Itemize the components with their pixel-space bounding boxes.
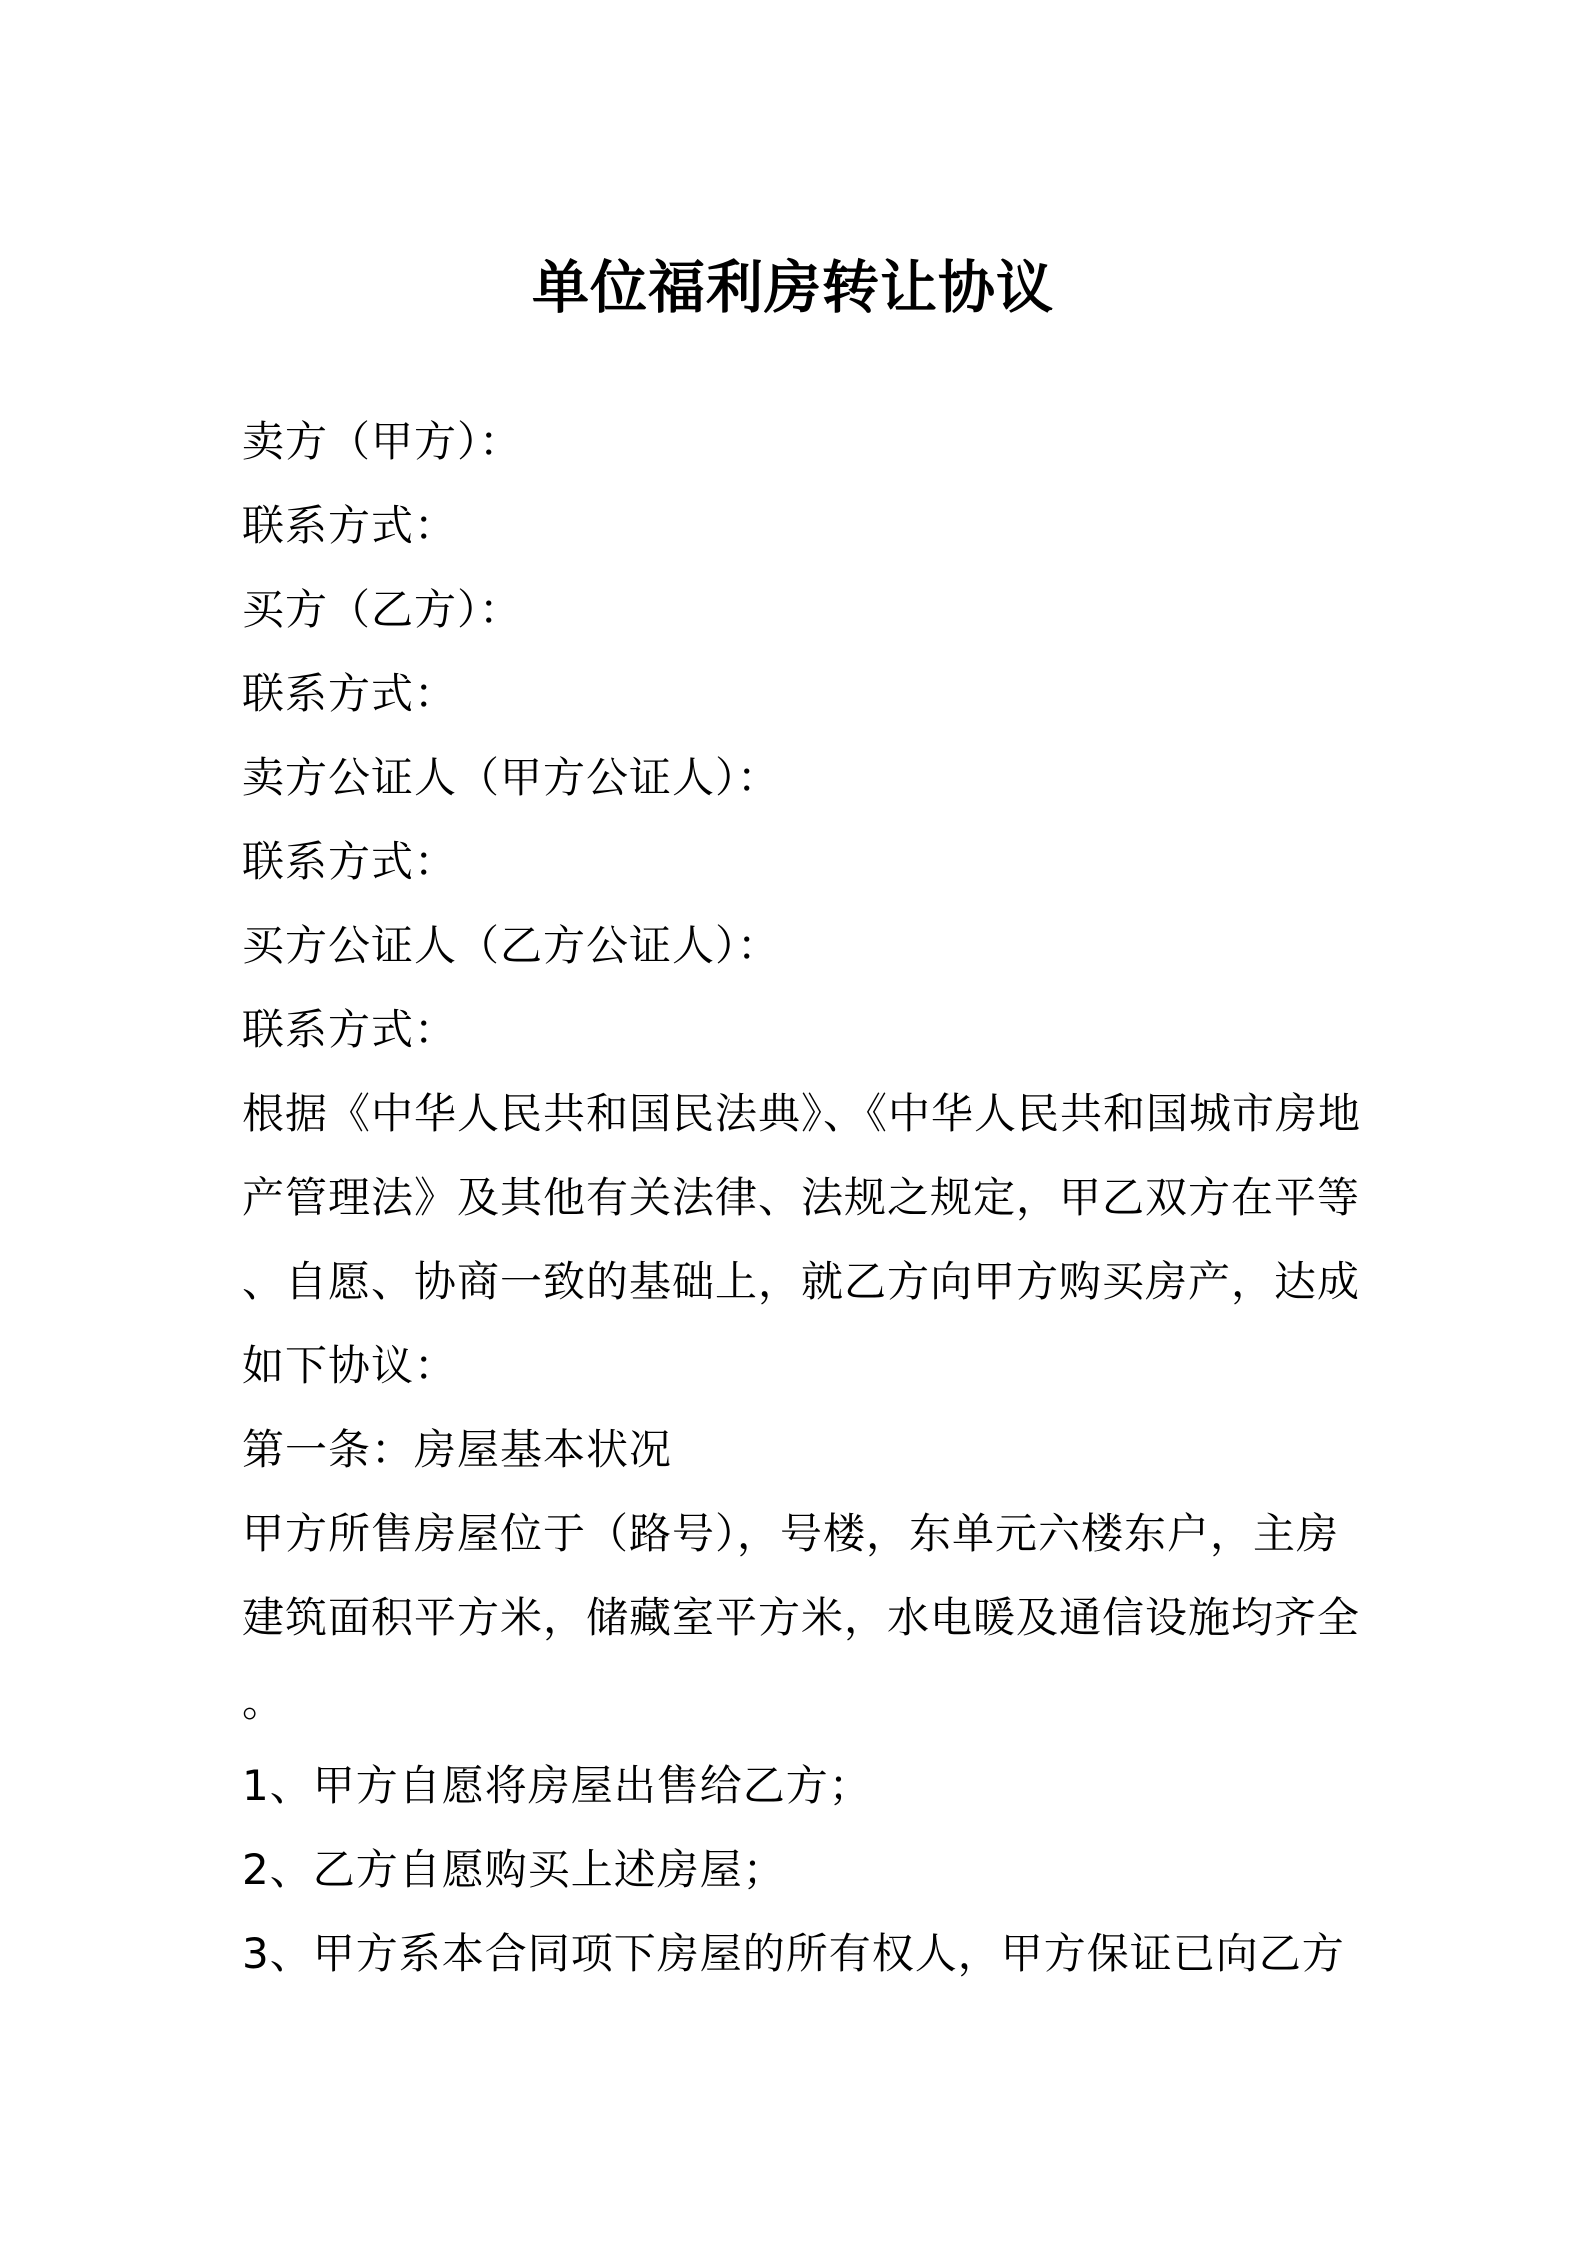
article-1-text: 。 [242,1677,286,1726]
seller-contact-label: 联系方式： [242,501,458,550]
buyer-notary-label: 买方公证人（乙方公证人）： [242,921,781,970]
article-1-heading: 第一条：房屋基本状况 [242,1425,673,1474]
preamble-line: 如下协议： [242,1341,458,1390]
buyer-label: 买方（乙方）： [242,585,523,634]
clause-2: 2、乙方自愿购买上述房屋； [242,1845,786,1894]
buyer-notary-contact-label: 联系方式： [242,1005,458,1054]
article-1-text: 甲方所售房屋位于（路号），号楼，东单元六楼东户，主房 [242,1509,1340,1558]
seller-label: 卖方（甲方）： [242,417,523,466]
preamble-line: 产管理法》及其他有关法律、法规之规定，甲乙双方在平等 [242,1173,1361,1222]
seller-notary-contact-label: 联系方式： [242,837,458,886]
preamble-line: 、自愿、协商一致的基础上，就乙方向甲方购买房产，达成 [242,1257,1361,1306]
article-1-text: 建筑面积平方米，储藏室平方米，水电暖及通信设施均齐全 [242,1593,1361,1642]
clause-1: 1、甲方自愿将房屋出售给乙方； [242,1761,872,1810]
seller-notary-label: 卖方公证人（甲方公证人）： [242,753,781,802]
clause-3: 3、甲方系本合同项下房屋的所有权人，甲方保证已向乙方 [242,1929,1345,1978]
document-title: 单位福利房转让协议 [532,255,1054,321]
document-body [242,400,1362,1996]
buyer-contact-label: 联系方式： [242,669,458,718]
preamble-line: 根据《中华人民共和国民法典》、《中华人民共和国城市房地 [242,1089,1362,1138]
